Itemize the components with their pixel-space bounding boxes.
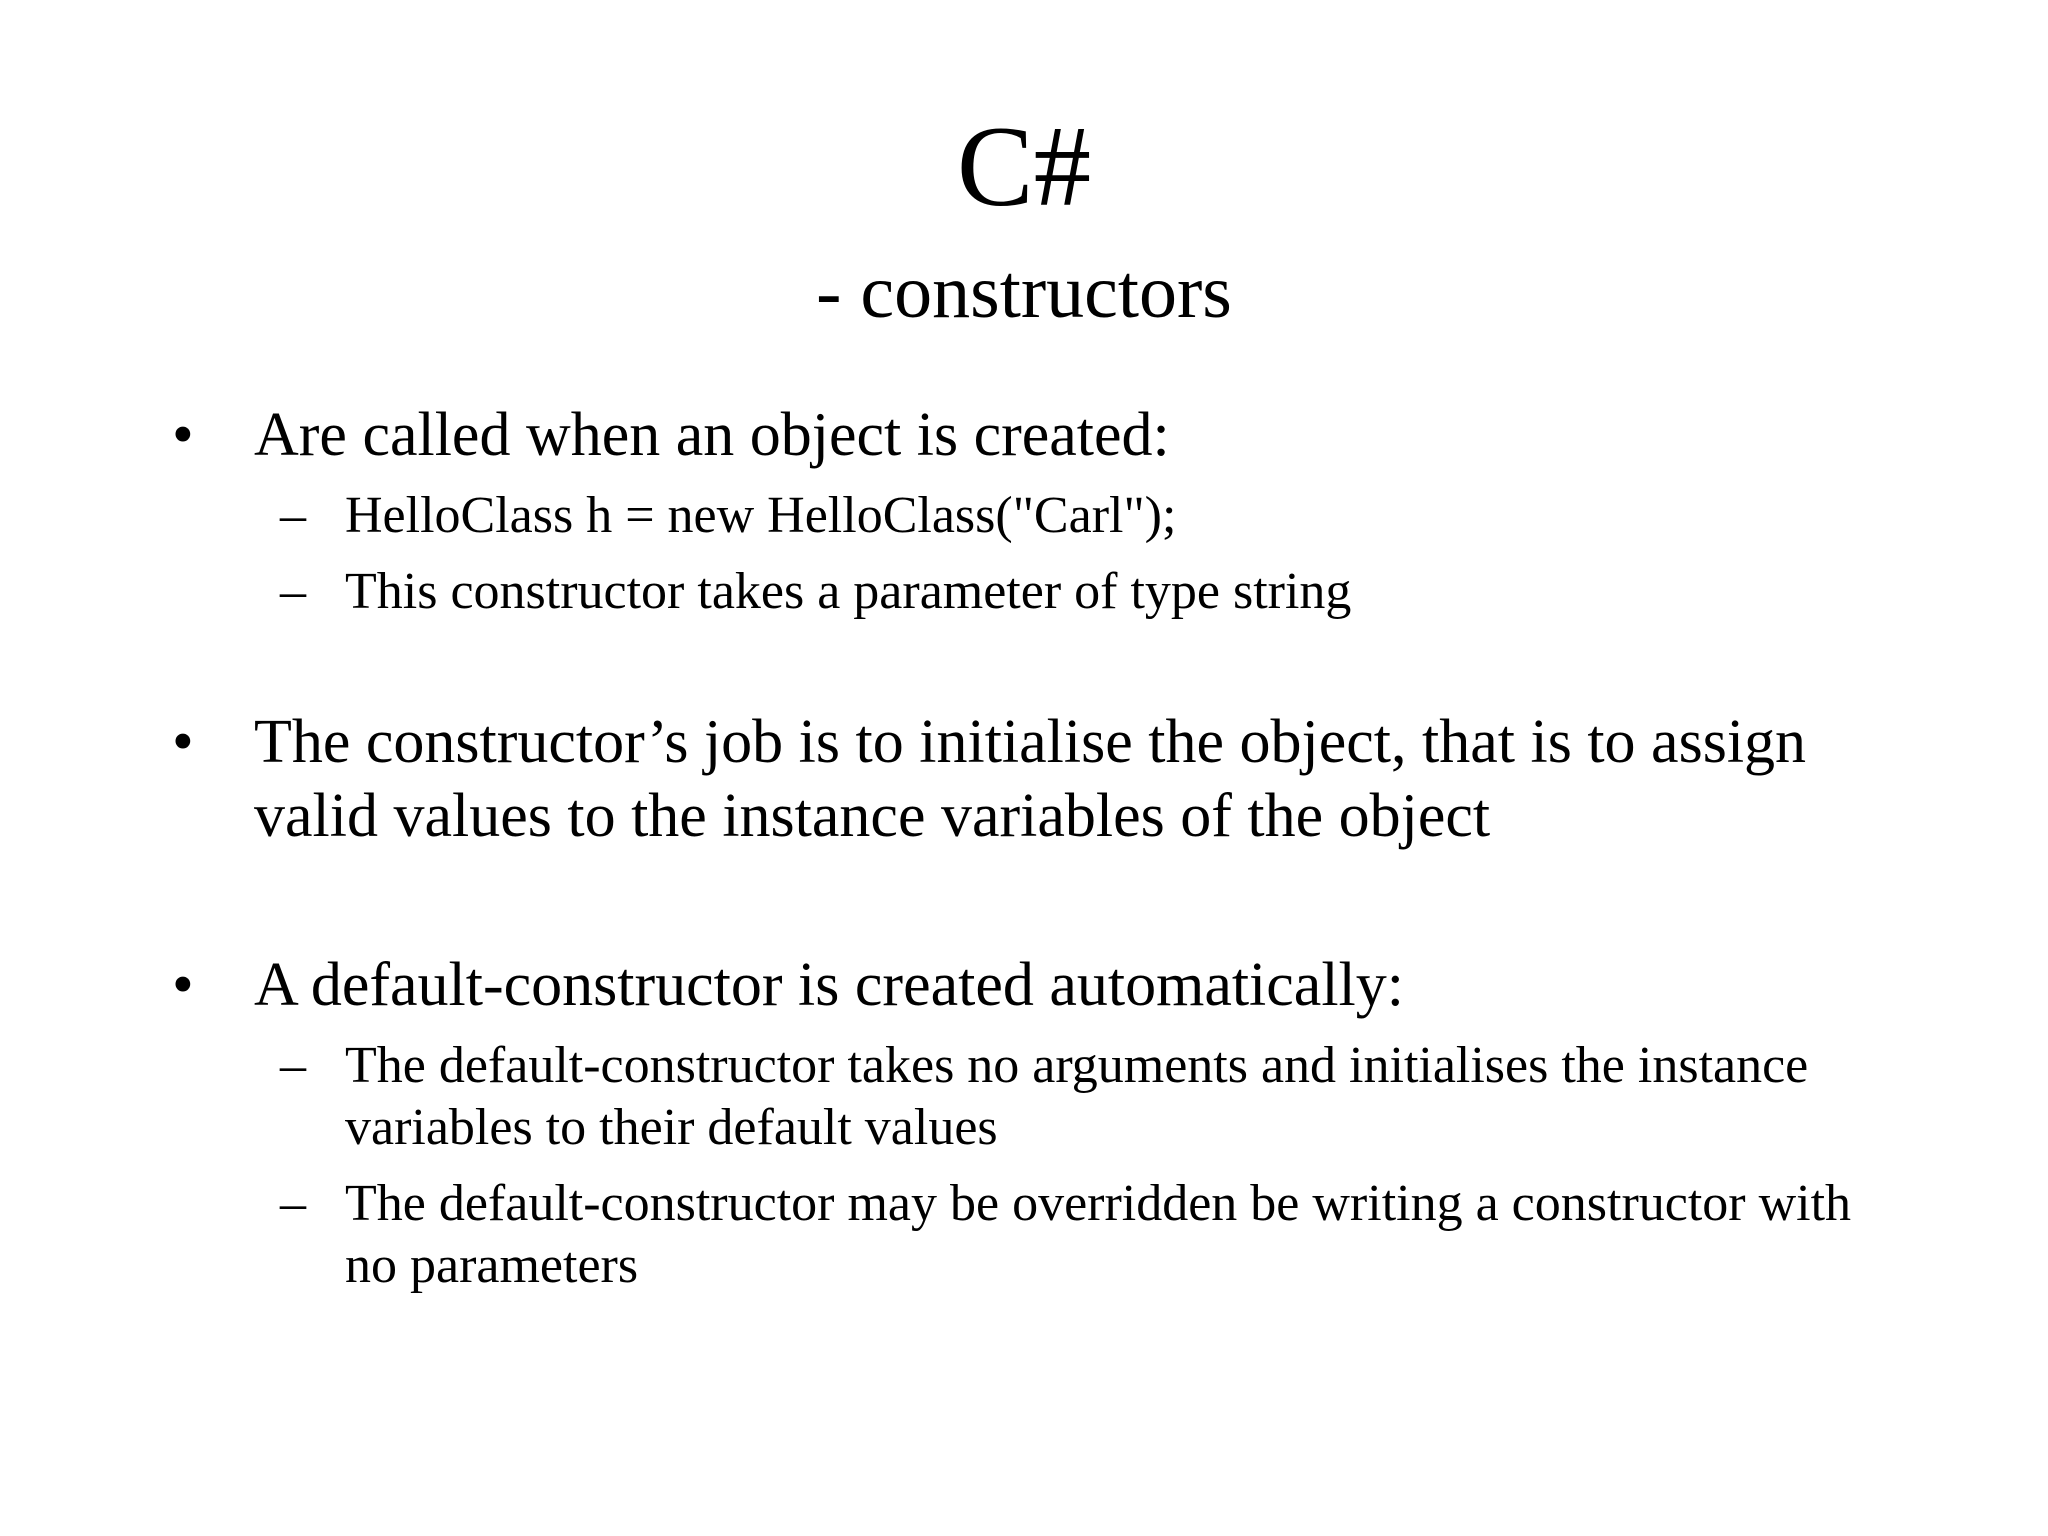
bullet-marker: •	[172, 401, 194, 469]
bullet-marker: •	[172, 951, 194, 1019]
bullet-marker: •	[172, 708, 194, 776]
bullet-text: A default-constructor is created automatically:	[254, 951, 1404, 1019]
sub-bullet-text: HelloClass h = new HelloClass("Carl");	[345, 487, 1177, 544]
sub-bullet-marker: –	[280, 487, 306, 544]
sub-bullet-text: This constructor takes a parameter of type string	[345, 563, 1352, 620]
sub-bullet-text: The default-constructor may be overridden be writing a constructor with no parameters	[345, 1175, 1852, 1294]
sub-bullet-marker: –	[280, 563, 306, 620]
sub-bullet-text: The default-constructor takes no arguments and initialises the instance variables to their default values	[345, 1037, 1809, 1156]
bullet-text: The constructor’s job is to initialise the object, that is to assign valid values to the instance variables of the object	[254, 708, 1807, 850]
sub-bullet-marker: –	[280, 1175, 306, 1232]
slide-title: C#	[956, 103, 1092, 230]
bullet-text: Are called when an object is created:	[254, 401, 1170, 469]
sub-bullet-marker: –	[280, 1037, 306, 1094]
slide-subtitle: - constructors	[816, 250, 1232, 334]
